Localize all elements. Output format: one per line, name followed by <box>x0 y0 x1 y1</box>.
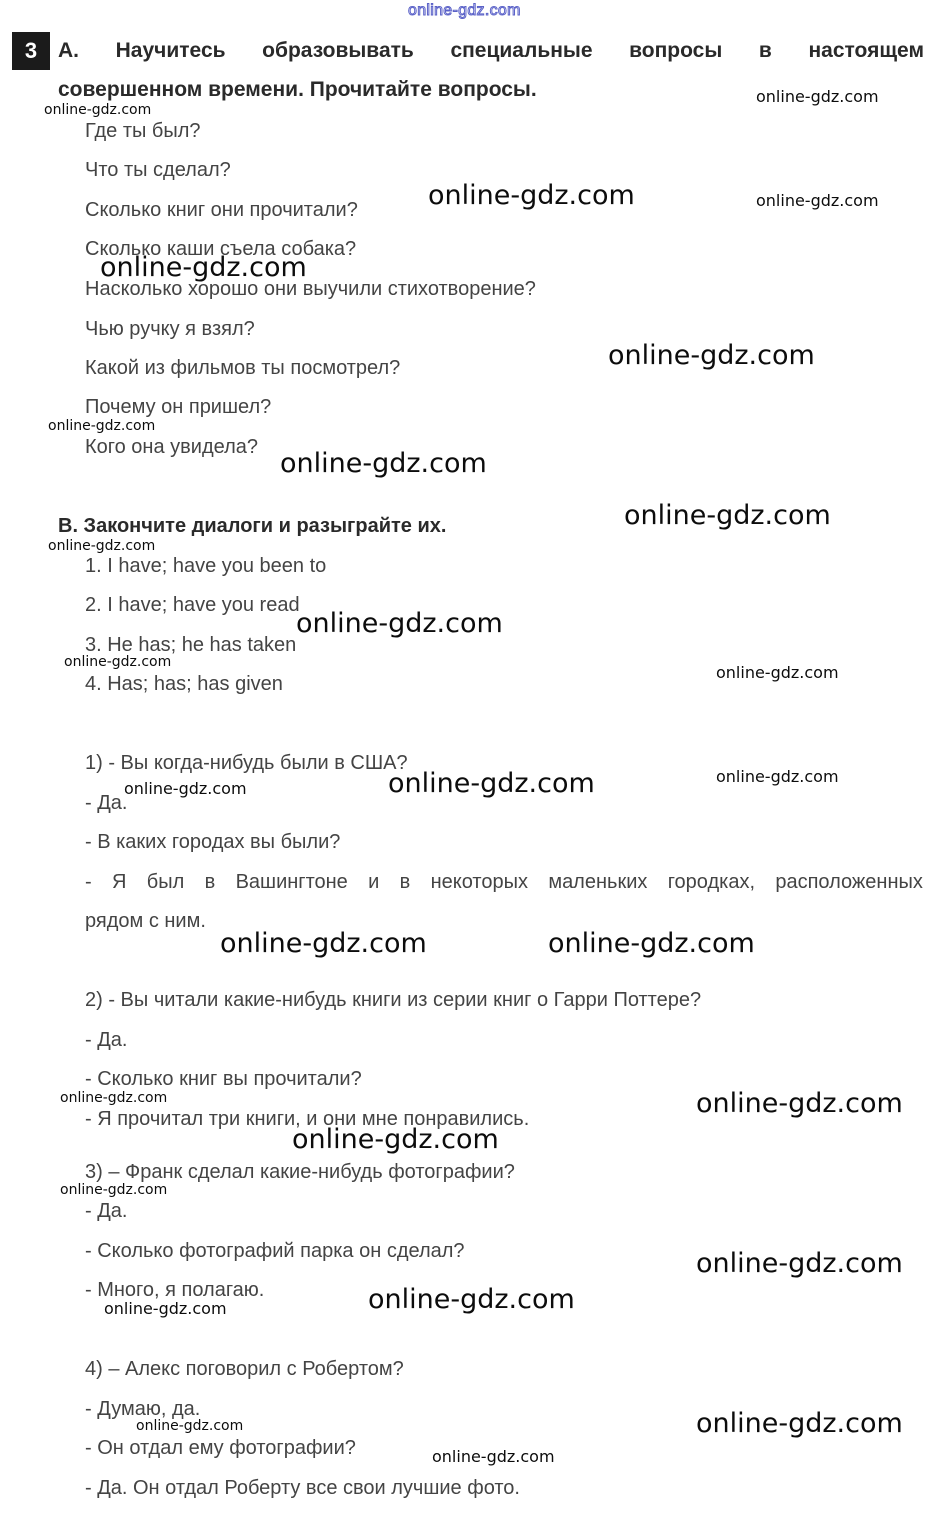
dialog-line: - Много, я полагаю. <box>85 1279 265 1301</box>
answer-line: 1. I have; have you been to <box>85 555 327 577</box>
watermark: online-gdz.com <box>696 1248 903 1279</box>
watermark: online-gdz.com <box>48 538 156 554</box>
dialog-line: - В каких городах вы были? <box>85 831 341 853</box>
watermark: online-gdz.com <box>100 252 307 283</box>
dialog-line: - Да. <box>85 1029 128 1051</box>
question-line: Где ты был? <box>85 120 201 142</box>
question-line: Кого она увидела? <box>85 436 258 458</box>
question-line: Какой из фильмов ты посмотрел? <box>85 357 401 379</box>
dialog-line: - Сколько фотографий парка он сделал? <box>85 1240 465 1262</box>
watermark: online-gdz.com <box>124 779 247 798</box>
part-b-heading: B. Закончите диалоги и разыграйте их. <box>58 515 447 537</box>
dialog-line: - Сколько книг вы прочитали? <box>85 1068 362 1090</box>
dialog-line: - Да. <box>85 1200 128 1222</box>
heading-word: в <box>758 39 772 62</box>
dialog-word: маленьких <box>548 871 648 893</box>
watermark: online-gdz.com <box>756 191 879 210</box>
dialog-line: 3) – Франк сделал какие-нибудь фотографии? <box>85 1161 515 1183</box>
dialog-line: - Он отдал ему фотографии? <box>85 1437 356 1459</box>
watermark: online-gdz.com <box>104 1299 227 1318</box>
dialog-word: городках, <box>667 871 756 893</box>
heading-word: Научитесь <box>115 39 226 62</box>
dialog-word: - <box>85 871 92 893</box>
dialog-justified-line <box>85 871 923 894</box>
dialog-word: был <box>146 871 185 893</box>
answer-line: 3. He has; he has taken <box>85 634 297 656</box>
watermark: online-gdz.com <box>696 1088 903 1119</box>
dialog-line: 2) - Вы читали какие-нибудь книги из серии книг о Гарри Поттере? <box>85 989 702 1011</box>
dialog-word: в <box>204 871 216 893</box>
watermark: online-gdz.com <box>756 87 879 106</box>
question-line: Сколько каши съела собака? <box>85 238 357 260</box>
heading-word: образовывать <box>262 39 414 62</box>
dialog-word: в <box>399 871 411 893</box>
watermark: online-gdz.com <box>44 102 152 118</box>
question-line: Почему он пришел? <box>85 396 272 418</box>
heading-word: настоящем <box>808 39 924 62</box>
heading-word: A. <box>58 39 79 62</box>
watermark: online-gdz.com <box>296 608 503 639</box>
watermark: online-gdz.com <box>716 663 839 682</box>
watermark: online-gdz.com <box>608 340 815 371</box>
watermark: online-gdz.com <box>280 448 487 479</box>
watermark: online-gdz.com <box>292 1124 499 1155</box>
dialog-line: - Я прочитал три книги, и они мне понравились. <box>85 1108 530 1130</box>
question-line: Насколько хорошо они выучили стихотворение? <box>85 278 536 300</box>
dialog-line: рядом с ним. <box>85 910 206 932</box>
question-line: Что ты сделал? <box>85 159 231 181</box>
top-watermark: online-gdz.com <box>408 2 521 19</box>
part-a-heading <box>58 39 924 63</box>
watermark: online-gdz.com <box>60 1090 168 1106</box>
dialog-word: расположенных <box>775 871 923 893</box>
question-line: Чью ручку я взял? <box>85 318 255 340</box>
dialog-word: Вашингтоне <box>235 871 348 893</box>
dialog-line: 1) - Вы когда-нибудь были в США? <box>85 752 408 774</box>
dialog-word: и <box>368 871 380 893</box>
heading-word: вопросы <box>629 39 723 62</box>
dialog-line: - Да. Он отдал Роберту все свои лучшие фото. <box>85 1477 520 1499</box>
watermark: online-gdz.com <box>428 180 635 211</box>
watermark: online-gdz.com <box>624 500 831 531</box>
watermark: online-gdz.com <box>696 1408 903 1439</box>
watermark: online-gdz.com <box>48 418 156 434</box>
dialog-word: Я <box>112 871 127 893</box>
dialog-line: 4) – Алекс поговорил с Робертом? <box>85 1358 404 1380</box>
watermark: online-gdz.com <box>432 1447 555 1466</box>
question-line: Сколько книг они прочитали? <box>85 199 358 221</box>
dialog-line: - Думаю, да. <box>85 1398 201 1420</box>
watermark: online-gdz.com <box>548 928 755 959</box>
exercise-number-badge: 3 <box>12 32 50 70</box>
watermark: online-gdz.com <box>60 1182 168 1198</box>
heading-word: специальные <box>450 39 593 62</box>
dialog-word: некоторых <box>430 871 528 893</box>
watermark: online-gdz.com <box>64 654 172 670</box>
watermark: online-gdz.com <box>136 1418 244 1434</box>
dialog-line: - Да. <box>85 792 128 814</box>
answer-line: 2. I have; have you read <box>85 594 300 616</box>
watermark: online-gdz.com <box>220 928 427 959</box>
watermark: online-gdz.com <box>388 768 595 799</box>
watermark: online-gdz.com <box>716 767 839 786</box>
watermark: online-gdz.com <box>368 1284 575 1315</box>
part-a-heading-continued: совершенном времени. Прочитайте вопросы. <box>58 78 537 101</box>
answer-line: 4. Has; has; has given <box>85 673 283 695</box>
